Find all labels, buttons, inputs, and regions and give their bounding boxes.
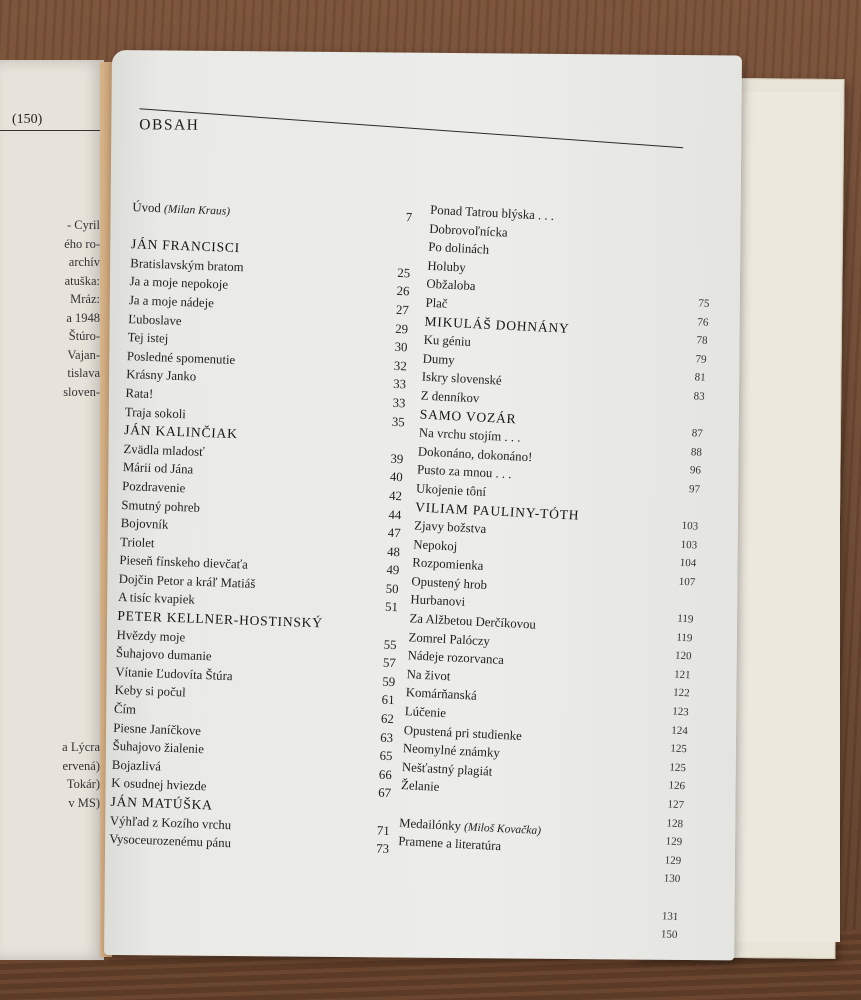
previous-page-text-line: Tokár) [66, 777, 100, 791]
entry-title-text: Zvädla mladosť [123, 441, 205, 459]
entry-title-text: Nádeje rozorvanca [407, 648, 505, 668]
entry-title-text: Rata! [125, 385, 154, 402]
title-rule [139, 108, 683, 148]
entry-page-number: 33 [393, 377, 407, 392]
previous-page-text-line: a 1948 [66, 310, 100, 325]
entry-title-text: Na život [406, 667, 451, 684]
entry-title-text: Pieseň fínskeho dievčaťa [119, 553, 249, 572]
entry-title [427, 256, 466, 277]
entry-page-number: 121 [673, 668, 691, 682]
entry-page-number: 103 [681, 519, 699, 533]
entry-title-text: VILIAM PAULINY-TÓTH [414, 498, 580, 523]
entry-author: (Miloš Kovačka) [463, 820, 542, 837]
previous-page-text-line: ervená) [62, 758, 100, 773]
entry-title-text: Zjavy božstva [413, 518, 487, 537]
entry-title-text: Čím [113, 701, 137, 717]
entry-title-text: Ponad Tatrou blýska . . . [429, 202, 555, 224]
entry-page-number: 119 [676, 631, 693, 645]
entry-page-number: 30 [394, 340, 408, 355]
entry-page-number [663, 404, 704, 425]
entry-page-number: 81 [694, 371, 706, 385]
entry-page-number: 129 [665, 835, 683, 849]
previous-page-text-line: sloven- [63, 384, 100, 399]
entry-title-text: Lúčenie [404, 704, 447, 721]
entry-title-text: Hurbanovi [410, 592, 466, 610]
entry-title-text: Piesne Janíčkove [113, 720, 202, 738]
entry-title [406, 665, 451, 686]
entry-page-number: 76 [697, 315, 709, 329]
entry-page-number: 67 [378, 785, 392, 801]
entry-title-text: Šuhajovo žialenie [112, 739, 205, 757]
entry-page-number: 78 [696, 334, 708, 348]
entry-title [426, 275, 476, 296]
entry-title-text: Dojčin Petor a kráľ Matiáš [118, 571, 256, 591]
entry-page-number [654, 590, 695, 611]
entry-page-number: 125 [670, 742, 688, 756]
previous-page-number: (150) [12, 112, 43, 127]
entry-page-number: 65 [379, 748, 393, 764]
entry-page-number: 88 [690, 445, 703, 459]
entry-page-number: 50 [385, 581, 399, 597]
previous-page-text-line: ého ro- [64, 236, 100, 251]
entry-page-number: 25 [397, 265, 411, 281]
entry-author: (Milan Kraus) [163, 203, 231, 218]
entry-page-number: 87 [691, 427, 704, 440]
previous-page-text-line: atuška: [64, 273, 100, 288]
entry-page-number: 79 [695, 353, 707, 366]
entry-page-number: 59 [382, 674, 396, 689]
entry-title-text: Po dolinách [428, 239, 490, 257]
entry-title-text: Traja sokoli [124, 404, 187, 421]
entry-title-text: JÁN KALINČIAK [123, 422, 238, 442]
entry-title-text: Dumy [422, 351, 456, 367]
entry-title-text: Opustený hrob [411, 574, 488, 592]
entry-page-number: 120 [674, 649, 692, 663]
entry-title [120, 533, 155, 553]
entry-title-text: Márii od Jána [122, 460, 194, 477]
entry-title [125, 403, 187, 424]
entry-title-text: Vítanie Ľudovíta Štúra [115, 664, 233, 684]
previous-page-text-line: Štúro- [68, 329, 100, 343]
contents-left-column [109, 198, 413, 859]
entry-page-number: 122 [672, 687, 690, 700]
entry-title-text: SAMO VOZÁR [419, 406, 517, 426]
previous-page-text-line: archív [68, 255, 100, 269]
previous-page [0, 60, 104, 960]
entry-page-number [659, 497, 700, 518]
entry-title-text: Medailónky [398, 815, 462, 833]
entry-page-number: 124 [670, 724, 689, 737]
entry-title-text: Za Alžbetou Derčíkovou [409, 611, 537, 632]
entry-page-number: 57 [382, 655, 397, 671]
entry-title [127, 328, 168, 348]
entry-title-text: Nepokoj [412, 537, 458, 554]
entry-title-text: K osudnej hviezde [110, 776, 207, 794]
entry-page-number: 62 [380, 711, 395, 727]
entry-title-text: Ku géniu [423, 332, 472, 350]
entry-page-number: 44 [388, 507, 402, 522]
entry-page-number: 26 [396, 284, 410, 299]
entry-title-text: Na vrchu stojím . . . [418, 425, 521, 445]
entry-page-number: 97 [688, 483, 701, 496]
book-back-page [730, 92, 840, 942]
entry-title-text: JÁN MATÚŠKA [110, 793, 213, 813]
entry-title-text: Hvězdy moje [116, 627, 186, 645]
entry-title-text: Z denníkov [420, 388, 480, 406]
previous-page-text-line: v MS) [68, 795, 100, 810]
entry-title-text: Vysoceurozenému pánu [108, 831, 232, 851]
entry-page-number: 47 [387, 525, 401, 541]
entry-title-text: Bojovník [120, 516, 169, 532]
entry-page-number: 40 [389, 470, 403, 485]
contents-page [104, 50, 742, 960]
entry-title-text: Pozdravenie [121, 478, 186, 496]
entry-page-number: 107 [678, 575, 696, 589]
entry-title-text: Dobrovoľnícka [428, 221, 508, 240]
entry-page-number: 73 [375, 841, 390, 857]
entry-title [120, 514, 168, 534]
entry-title [425, 294, 448, 314]
entry-page-number: 39 [390, 451, 404, 466]
entry-title-text: JÁN FRANCISCI [130, 236, 241, 256]
contents-title: OBSAH [139, 116, 200, 134]
entry-title-text: Bratislavským bratom [130, 255, 244, 275]
previous-page-text-line: a Lýcra [62, 740, 100, 754]
entry-title [116, 626, 185, 647]
entry-title-text: Ukojenie tôní [415, 481, 487, 499]
entry-page-number: 48 [386, 544, 401, 559]
previous-page-text-line: tislava [67, 366, 100, 380]
entry-title-text: Dokonáno, dokonáno! [417, 444, 533, 464]
entry-title [112, 756, 162, 776]
entry-title [401, 776, 440, 797]
entry-page-number: 63 [380, 730, 394, 745]
entry-title [404, 702, 446, 723]
entry-page-number: 66 [378, 767, 393, 782]
entry-title [122, 477, 186, 498]
entry-title-text: Iskry slovenské [421, 369, 502, 388]
entry-title-text: Výhľad z Kozího vrchu [109, 813, 232, 832]
entry-page-number: 150 [660, 928, 678, 942]
entry-title-text: Triolet [119, 534, 155, 550]
entry-title-text: Obžaloba [426, 277, 476, 294]
entry-page-number: 75 [698, 297, 710, 310]
entry-title [114, 700, 137, 719]
entry-title-text: PETER KELLNER-HOSTINSKÝ [117, 607, 324, 631]
previous-page-text-line: Mráz: [70, 292, 100, 306]
entry-title-text: Úvod [132, 200, 162, 216]
entry-page-number: 104 [679, 557, 697, 570]
entry-title-text: Smutný pohreb [121, 497, 201, 515]
entry-page-number [639, 887, 680, 908]
entry-title [128, 310, 182, 331]
entry-page-number: 131 [661, 909, 679, 923]
entry-page-number: 129 [664, 854, 682, 867]
entry-title-text: Opustená pri studienke [403, 722, 523, 743]
entry-title [423, 331, 471, 352]
entry-page-number: 83 [693, 390, 705, 403]
entry-title [398, 832, 502, 856]
entry-title-text: Zomrel Palóczy [408, 629, 491, 648]
previous-page-text-line: - Cyril [67, 218, 100, 232]
entry-title-text: A tisíc kvapiek [117, 590, 196, 608]
entry-page-number: 128 [666, 817, 684, 830]
entry-page-number: 119 [677, 612, 694, 626]
entry-title-text: Ja a moje nádeje [128, 293, 215, 311]
entry-page-number: 125 [669, 761, 687, 775]
entry-page-number: 7 [405, 210, 413, 225]
entry-title-text: Krásny Janko [125, 367, 197, 384]
entry-title-text: Ja a moje nepokoje [129, 274, 229, 293]
entry-title-text: Šuhajovo dumanie [115, 646, 212, 664]
entry-page-number: 51 [384, 600, 399, 615]
entry-page-number: 123 [671, 705, 690, 719]
entry-page-number: 27 [395, 302, 410, 318]
entry-page-number: 33 [392, 395, 406, 411]
entry-title [125, 384, 153, 404]
entry-title [109, 830, 231, 853]
entry-page-number: 55 [383, 637, 397, 652]
entry-title-text: Bojazlivá [111, 757, 162, 774]
entry-title-text: Posledné spomenutie [126, 348, 236, 367]
entry-page-number: 103 [680, 538, 698, 552]
entry-page-number: 71 [376, 823, 390, 838]
entry-title-text: Komárňanská [405, 685, 478, 704]
entry-page-number: 35 [391, 414, 405, 429]
entry-title-text: Želanie [400, 778, 440, 795]
entry-page-number: 32 [393, 358, 407, 374]
entry-page-number: 126 [668, 779, 686, 793]
entry-title-text: Plač [425, 295, 448, 311]
entry-page-number: 42 [388, 488, 403, 504]
previous-page-text-line: Vajan- [67, 347, 100, 362]
entry-title [413, 535, 458, 556]
entry-title-text: Pusto za mnou . . . [416, 462, 512, 482]
entry-title-text: Holuby [427, 258, 467, 275]
entry-title-text: Neomylné známky [402, 741, 501, 761]
entry-page-number: 127 [667, 798, 685, 812]
entry-title [422, 349, 455, 369]
entry-page-number: 96 [689, 464, 702, 478]
previous-page-rule [0, 130, 100, 131]
entry-page-number: 49 [386, 563, 400, 578]
entry-title-text: Pramene a literatúra [397, 834, 502, 854]
entry-title-text: MIKULÁŠ DOHNÁNY [424, 313, 570, 336]
entry-page-number: 61 [381, 693, 395, 708]
entry-title-text: Keby si počul [114, 683, 186, 700]
entry-page-number: 29 [395, 321, 409, 336]
entry-title-text: Tej istej [127, 330, 169, 346]
entry-page-number: 130 [663, 872, 681, 886]
entry-title-text: Rozpomienka [412, 555, 484, 574]
entry-title-text: Ľuboslave [128, 311, 182, 328]
entry-title-text: Nešťastný plagiát [401, 759, 493, 779]
